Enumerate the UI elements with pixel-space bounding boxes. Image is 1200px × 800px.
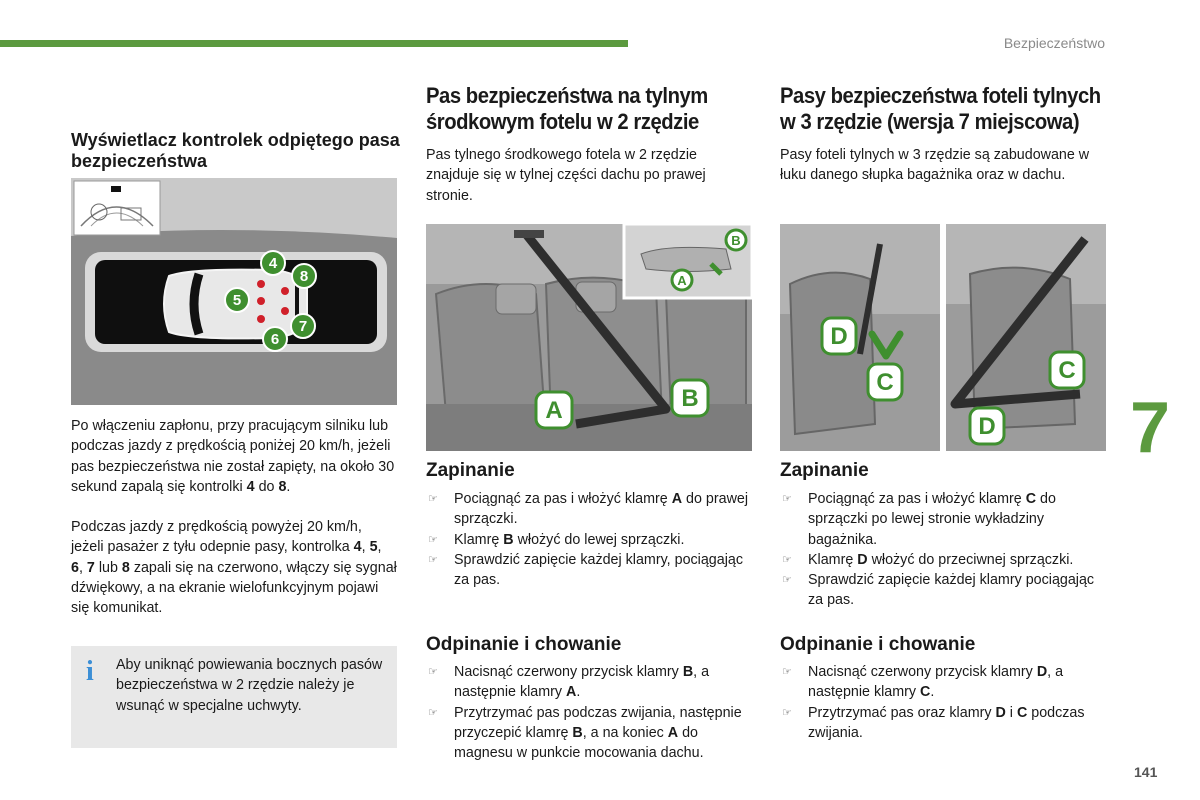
pointing-hand-icon: ☞ xyxy=(428,666,438,678)
col1-paragraph-2: Podczas jazdy z prędkością powyżej 20 km/h, jeżeli pasażer z tyłu odepnie pasy, kontrolka 4, 5, 6, 7 lub 8 zapali się na czerwono, włączy się sygnał dźwiękowy, a na ekranie wielofunkcyjnym pojawi się komunikat. xyxy=(71,519,397,617)
col3-fasten-title: Zapinanie xyxy=(780,460,869,481)
lamp-number-7: 7 xyxy=(298,318,308,335)
list-item: ☞ Pociągnąć za pas i włożyć klamrę C do sprzączki po lewej stronie wykładziny bagażnika. xyxy=(782,491,1056,548)
col2-release-list xyxy=(426,662,756,763)
list-item: ☞ Przytrzymać pas oraz klamry D i C podczas zwijania. xyxy=(782,704,1085,741)
list-item: ☞ Klamrę D włożyć do przeciwnej sprzączki. xyxy=(780,550,1110,570)
pointing-hand-icon: ☞ xyxy=(428,493,438,505)
col2-release-title: Odpinanie i chowanie xyxy=(426,634,622,655)
list-item: ☞ Pociągnąć za pas i włożyć klamrę A do prawej sprzączki. xyxy=(428,491,749,528)
figure-label-d-left: D xyxy=(830,323,848,350)
col3-release-list xyxy=(780,662,1110,743)
third-row-belts-figure xyxy=(780,224,1106,451)
col2-intro: Pas tylnego środkowego fotela w 2 rzędzie znajduje się w tylnej części dachu po prawej stronie. xyxy=(426,147,706,204)
figure-label-c-right: C xyxy=(1058,357,1076,384)
middle-seat-belt-figure xyxy=(426,224,752,451)
list-item: ☞ Sprawdzić zapięcie każdej klamry pociągając za pas. xyxy=(782,572,1095,609)
col3-release-title: Odpinanie i chowanie xyxy=(780,634,976,655)
pointing-hand-icon: ☞ xyxy=(782,706,792,719)
list-item: ☞ Nacisnąć czerwony przycisk klamry D, a następnie klamry C. xyxy=(782,664,1064,701)
info-text: Aby uniknąć powiewania bocznych pasów bezpieczeństwa w 2 rzędzie należy je wsunąć w specjalne uchwyty. xyxy=(116,657,383,714)
figure-label-c-left: C xyxy=(876,369,894,396)
lamp-number-6: 6 xyxy=(270,331,280,348)
pointing-hand-icon: ☞ xyxy=(428,533,438,546)
inset-label-b: B xyxy=(731,233,741,248)
pointing-hand-icon: ☞ xyxy=(428,706,438,719)
col3-intro: Pasy foteli tylnych w 3 rzędzie są zabudowane w łuku danego słupka bagażnika oraz w dachu. xyxy=(780,147,1090,184)
lamp-number-5: 5 xyxy=(232,292,242,309)
col2-fasten-list xyxy=(426,489,752,590)
header-accent-bar xyxy=(0,40,628,47)
figure-label-a: A xyxy=(545,397,563,424)
col1-heading: Wyświetlacz kontrolek odpiętego pasa bezpieczeństwa xyxy=(71,130,400,171)
list-item: ☞ Przytrzymać pas podczas zwijania, następnie przyczepić klamrę B, a na koniec A do magnesu w punkcie mocowania dachu. xyxy=(428,704,742,762)
figure-label-b: B xyxy=(681,385,699,412)
col3-fasten-list xyxy=(780,489,1110,611)
col2-heading: Pas bezpieczeństwa na tylnym środkowym fotelu w 2 rzędzie xyxy=(426,83,708,134)
col2-fasten-title: Zapinanie xyxy=(426,460,515,481)
list-item: ☞ Sprawdzić zapięcie każdej klamry, pociągając za pas. xyxy=(428,551,743,589)
page-number: 141 xyxy=(1134,764,1158,780)
pointing-hand-icon: ☞ xyxy=(782,574,792,587)
figure-label-d-right: D xyxy=(978,413,996,440)
list-item: ☞ Nacisnąć czerwony przycisk klamry B, a następnie klamry A. xyxy=(428,664,710,701)
pointing-hand-icon: ☞ xyxy=(782,666,792,678)
pointing-hand-icon: ☞ xyxy=(782,493,792,505)
col1-paragraph-1: Po włączeniu zapłonu, przy pracującym silniku lub podczas jazdy z prędkością poniżej 20 km/h, jeżeli pas bezpieczeństwa nie został zapięty, na około 30 sekund zapalą się kontrolki 4 do 8. xyxy=(71,418,395,495)
lamp-number-4: 4 xyxy=(268,255,278,272)
inset-label-a: A xyxy=(677,273,687,288)
list-item: ☞ Klamrę B włożyć do lewej sprzączki. xyxy=(426,530,752,550)
lamp-number-8: 8 xyxy=(299,268,309,285)
pointing-hand-icon: ☞ xyxy=(782,553,792,566)
warning-lamp-display-figure xyxy=(71,178,397,405)
section-title: Bezpieczeństwo xyxy=(1003,35,1105,51)
chapter-number: 7 xyxy=(1130,388,1171,468)
info-icon: i xyxy=(86,656,94,687)
col3-heading: Pasy bezpieczeństwa foteli tylnych w 3 rzędzie (wersja 7 miejscowa) xyxy=(780,83,1101,134)
pointing-hand-icon: ☞ xyxy=(428,553,438,566)
